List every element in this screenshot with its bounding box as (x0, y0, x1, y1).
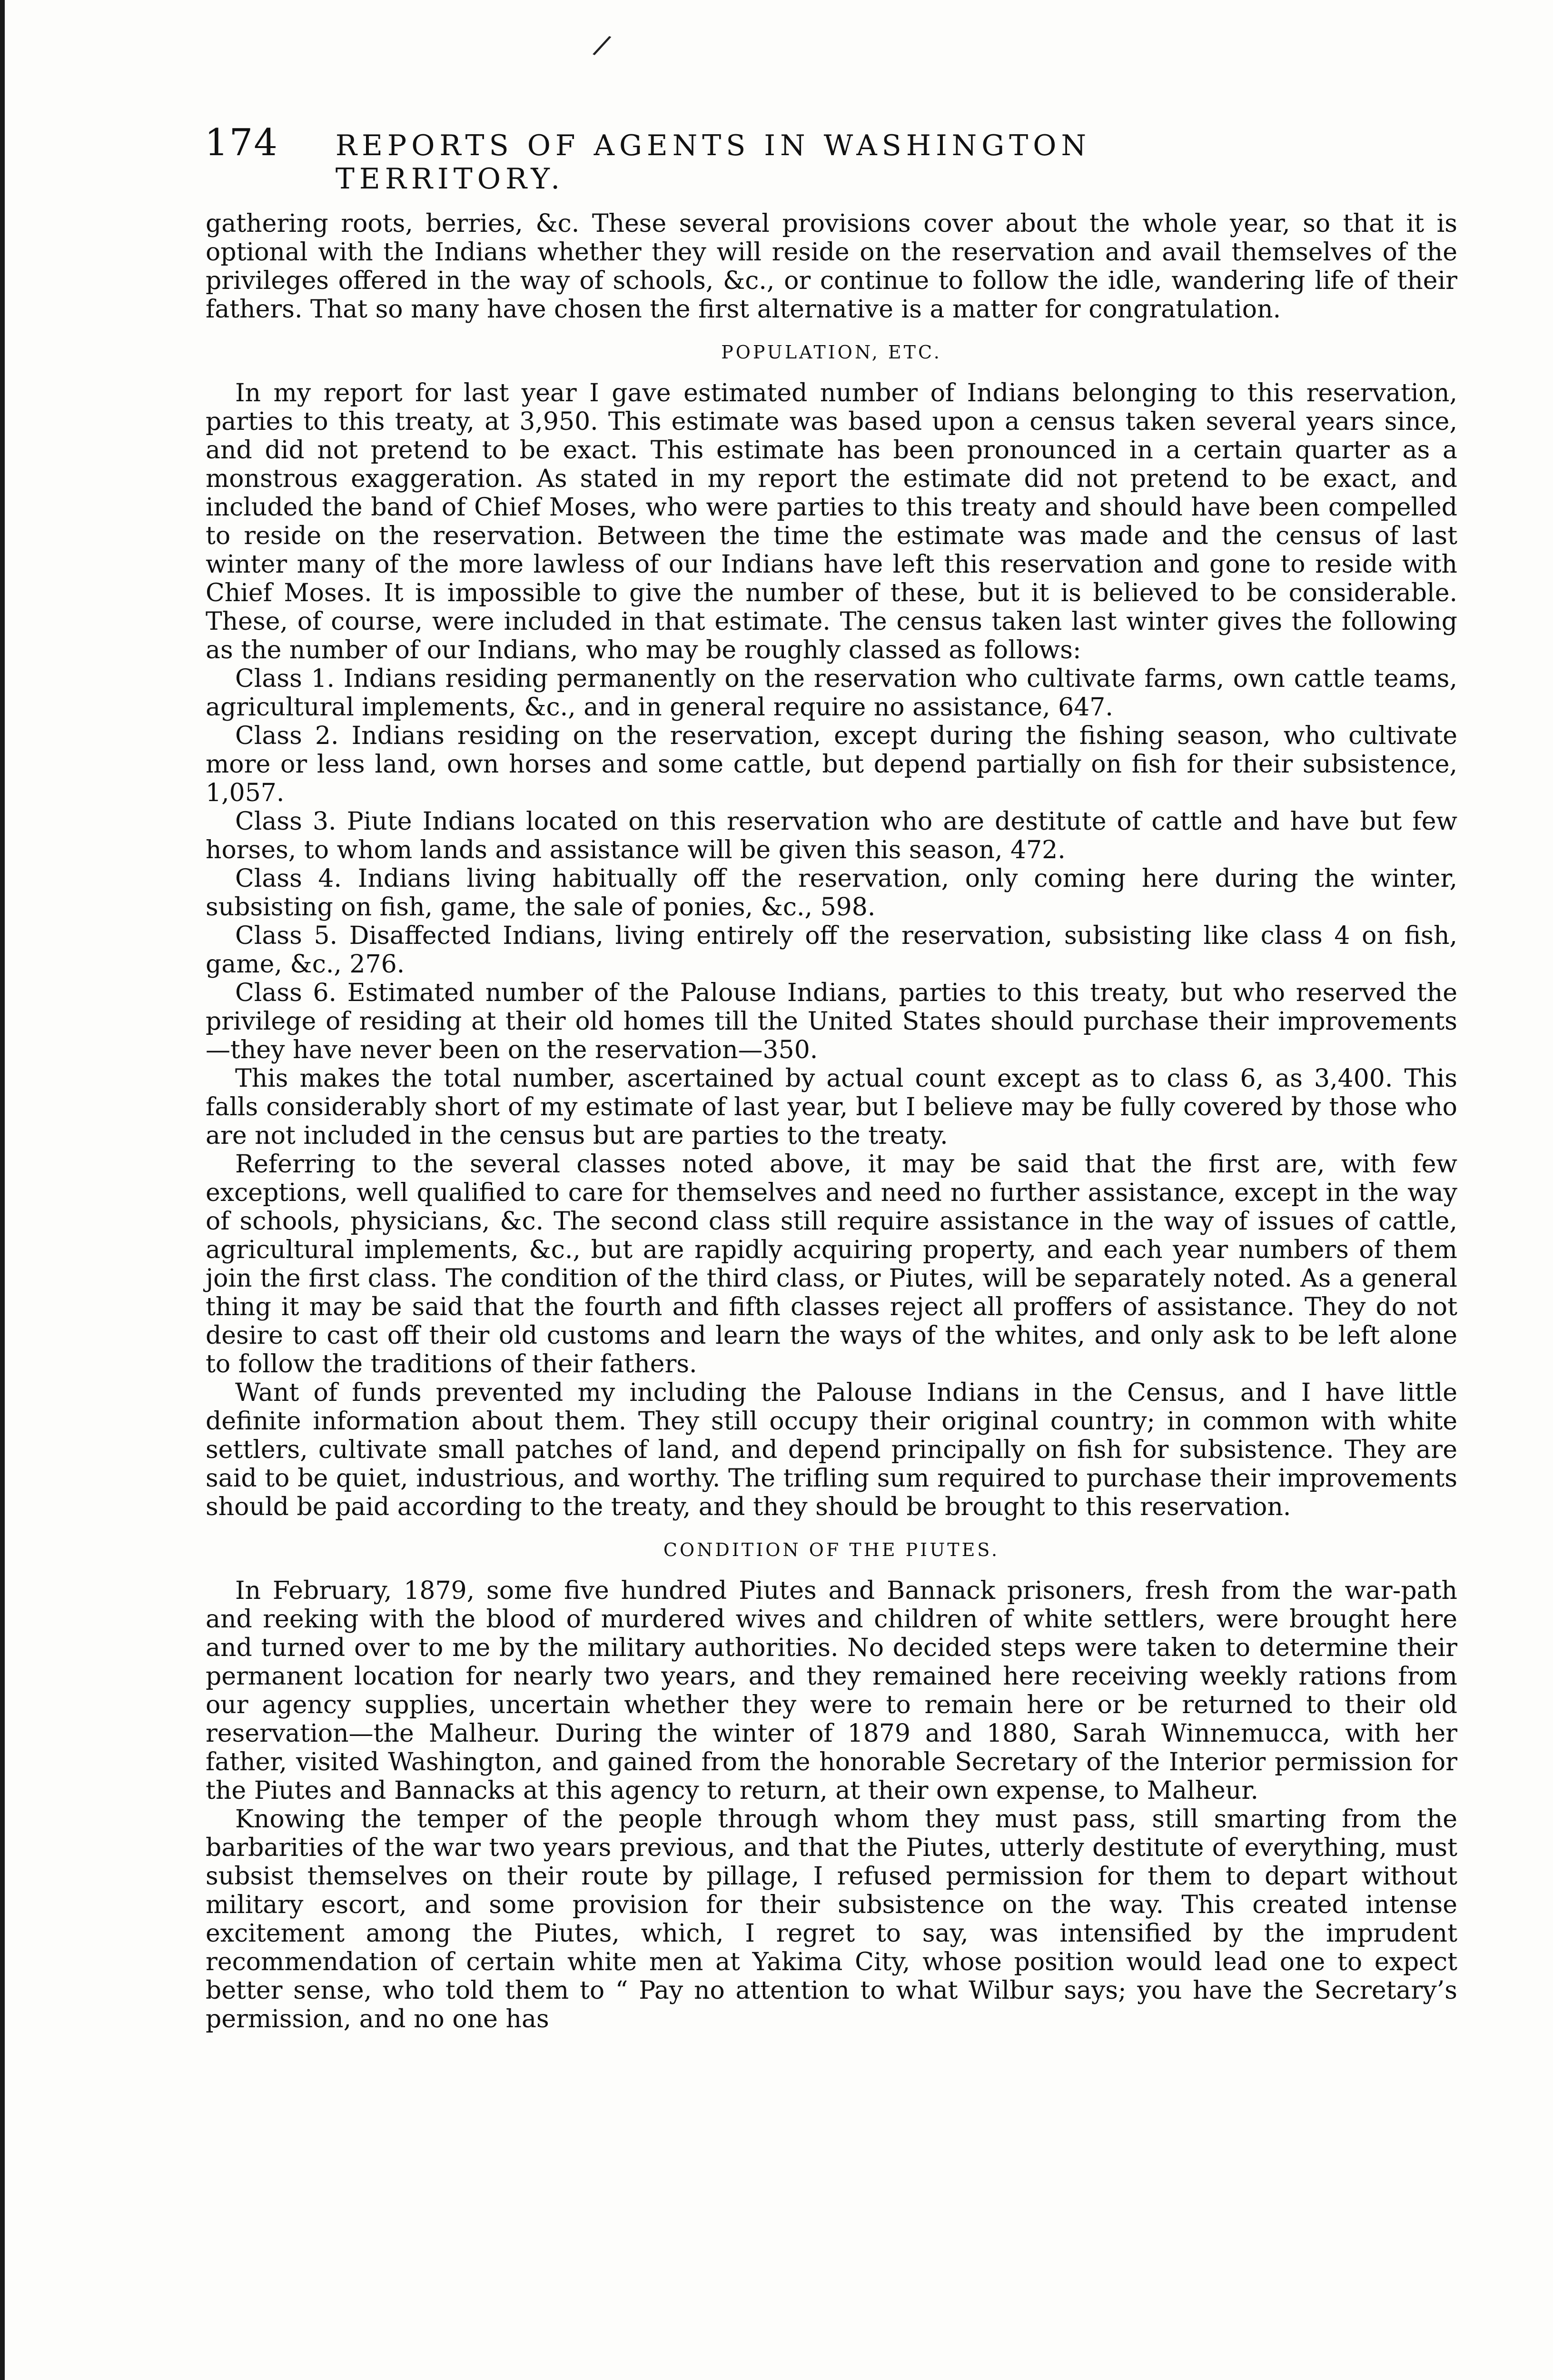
paragraph: gathering roots, berries, &c. These several provisions cover about the whole year, so that it is optional with the Indians whether they will reside on the reservation and avail themselves of the privileges offered in the way of schools, &c., or continue to follow the idle, wandering life of their fathers. That so many have chosen the first alternative is a matter for congratulation. (206, 209, 1457, 324)
page-header (205, 121, 1318, 196)
section-heading-piutes: CONDITION OF THE PIUTES. (663, 1539, 1000, 1560)
paragraph-class-2: Class 2. Indians residing on the reservation, except during the fishing season, who cultivate more or less land, own horses and some cattle, but depend partially on fish for their subsistence, 1,057. (206, 722, 1457, 807)
paragraph-class-3: Class 3. Piute Indians located on this reservation who are destitute of cattle and have but few horses, to whom lands and assistance will be given this season, 472. (206, 807, 1457, 864)
paragraph: In my report for last year I gave estimated number of Indians belonging to this reservation, parties to this treaty, at 3,950. This estimate was based upon a census taken several years since, and did not pretend to be exact. This estimate has been pronounced in a certain quarter as a monstrous exaggeration. As stated in my report the estimate did not pretend to be exact, and included the band of Chief Moses, who were parties to this treaty and should have been compelled to reside on the reservation. Between the time the estimate was made and the census of last winter many of the more lawless of our Indians have left this reservation and gone to reside with Chief Moses. It is impossible to give the number of these, but it is believed to be considerable. These, of course, were included in that estimate. The census taken last winter gives the following as the number of our Indians, who may be roughly classed as follows: (206, 379, 1457, 664)
scan-left-edge (0, 0, 5, 2380)
body-text (206, 209, 1457, 2033)
page-number: 174 (205, 121, 278, 164)
paragraph-class-1: Class 1. Indians residing permanently on the reservation who cultivate farms, own cattle teams, agricultural implements, &c., and in general require no assistance, 647. (206, 664, 1457, 722)
paragraph-class-6: Class 6. Estimated number of the Palouse Indians, parties to this treaty, but who reserved the privilege of residing at their old homes till the United States should purchase their improvements—they have never been on the reservation—350. (206, 979, 1457, 1064)
running-head: REPORTS OF AGENTS IN WASHINGTON TERRITORY. (335, 129, 1091, 196)
section-heading-population: POPULATION, ETC. (721, 342, 942, 363)
paragraph-class-4: Class 4. Indians living habitually off the reservation, only coming here during the winter, subsisting on fish, game, the sale of ponies, &c., 598. (206, 864, 1457, 922)
paragraph: This makes the total number, ascertained by actual count except as to class 6, as 3,400. This falls considerably short of my estimate of last year, but I believe may be fully covered by those who are not included in the census but are parties to the treaty. (206, 1064, 1457, 1150)
paragraph: Knowing the temper of the people through whom they must pass, still smarting from the barbarities of the war two years previous, and that the Piutes, utterly destitute of everything, must subsist themselves on their route by pillage, I refused permission for them to depart without military escort, and some provision for their subsistence on the way. This created intense excitement among the Piutes, which, I regret to say, was intensified by the imprudent recommendation of certain white men at Yakima City, whose position would lead one to expect better sense, who told them to “ Pay no attention to what Wilbur says; you have the Secretary’s permission, and no one has (206, 1805, 1457, 2033)
paragraph: Want of funds prevented my including the Palouse Indians in the Census, and I have little definite information about them. They still occupy their original country; in common with white settlers, cultivate small patches of land, and depend principally on fish for subsistence. They are said to be quiet, industrious, and worthy. The trifling sum required to purchase their improvements should be paid according to the treaty, and they should be brought to this reservation. (206, 1378, 1457, 1521)
stray-pen-mark: / (591, 28, 614, 62)
paragraph-class-5: Class 5. Disaffected Indians, living entirely off the reservation, subsisting like class 4 on fish, game, &c., 276. (206, 922, 1457, 979)
paragraph: In February, 1879, some five hundred Piutes and Bannack prisoners, fresh from the war-path and reeking with the blood of murdered wives and children of white settlers, were brought here and turned over to me by the military authorities. No decided steps were taken to determine their permanent location for nearly two years, and they remained here receiving weekly rations from our agency supplies, uncertain whether they were to remain here or be returned to their old reservation—the Malheur. During the winter of 1879 and 1880, Sarah Winnemucca, with her father, visited Washington, and gained from the honorable Secretary of the Interior permission for the Piutes and Bannacks at this agency to return, at their own expense, to Malheur. (206, 1577, 1457, 1805)
paragraph: Referring to the several classes noted above, it may be said that the first are, with few exceptions, well qualified to care for themselves and need no further assistance, except in the way of schools, physicians, &c. The second class still require assistance in the way of issues of cattle, agricultural implements, &c., but are rapidly acquiring property, and each year numbers of them join the first class. The condition of the third class, or Piutes, will be separately noted. As a general thing it may be said that the fourth and fifth classes reject all proffers of assistance. They do not desire to cast off their old customs and learn the ways of the whites, and only ask to be left alone to follow the traditions of their fathers. (206, 1150, 1457, 1378)
